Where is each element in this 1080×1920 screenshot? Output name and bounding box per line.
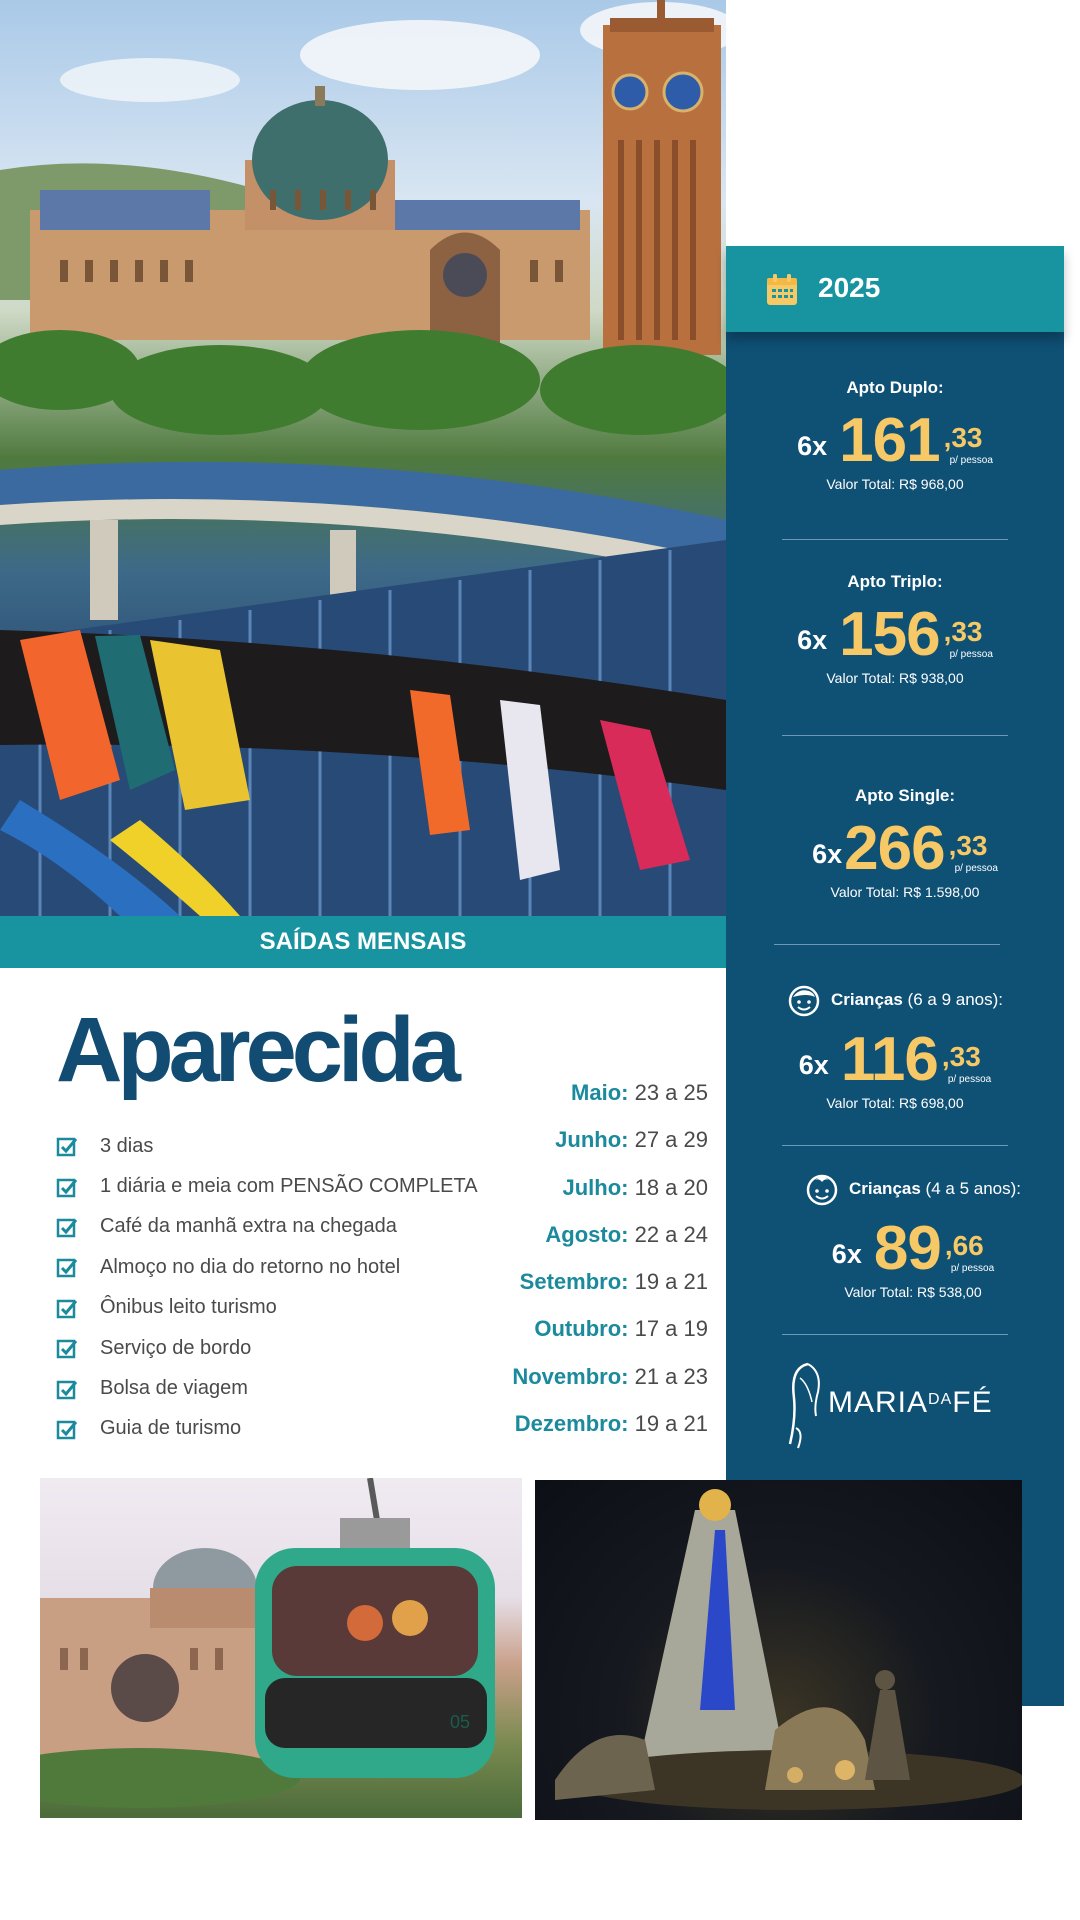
- date-row: Setembro: 19 a 21: [519, 1269, 708, 1295]
- checkbox-checked-icon: [56, 1135, 78, 1157]
- price-block-apto-single: [736, 786, 1074, 900]
- price-block-apto-duplo: [726, 378, 1064, 492]
- panel-divider: [782, 735, 1008, 736]
- logo-mark-icon: [786, 1358, 830, 1454]
- price-cents: ,33: [943, 616, 983, 647]
- price-label: Crianças (6 a 9 anos):: [726, 983, 1064, 1017]
- list-item: 1 diária e meia com PENSÃO COMPLETA: [56, 1166, 478, 1206]
- price-block-criancas-4-5: [744, 1172, 1080, 1300]
- price-label: Apto Triplo:: [847, 572, 943, 591]
- year-label: 2025: [818, 272, 881, 303]
- photo-cable-car: [40, 1478, 522, 1818]
- price-total: Valor Total: R$ 938,00: [826, 670, 964, 686]
- list-item: Café da manhã extra na chegada: [56, 1207, 478, 1247]
- installments: 6x: [812, 839, 843, 869]
- price-total: Valor Total: R$ 538,00: [844, 1284, 982, 1300]
- per-person: p/ pessoa: [949, 455, 993, 466]
- panel-divider: [782, 1334, 1008, 1335]
- date-row: Agosto: 22 a 24: [545, 1221, 708, 1247]
- basilica-illustration: [0, 0, 726, 916]
- price-total: Valor Total: R$ 698,00: [826, 1095, 964, 1111]
- price-row: [736, 814, 1074, 883]
- checkbox-checked-icon: [56, 1256, 78, 1278]
- panel-divider: [774, 944, 1000, 945]
- price-cents: ,33: [943, 422, 983, 453]
- panel-divider: [782, 1145, 1008, 1146]
- per-person: p/ pessoa: [954, 863, 998, 874]
- departure-dates: [512, 1080, 708, 1458]
- hero-photo-basilica: [0, 0, 726, 916]
- price-panel-header: [726, 246, 1064, 332]
- logo-text: $MARIA^{DA}FÉ$: [828, 1386, 993, 1419]
- checkbox-checked-icon: [56, 1378, 78, 1400]
- checkbox-checked-icon: [56, 1418, 78, 1440]
- night-monument-illustration: [535, 1480, 1022, 1820]
- list-item: 3 dias: [56, 1126, 478, 1166]
- date-row: Novembro: 21 a 23: [512, 1363, 708, 1389]
- list-item: Almoço no dia do retorno no hotel: [56, 1247, 478, 1287]
- price-integer: 156: [839, 600, 940, 669]
- child-face-icon: [787, 983, 821, 1017]
- price-integer: 89: [873, 1214, 941, 1283]
- price-label: Apto Single:: [854, 786, 956, 805]
- installments: 6x: [798, 1050, 829, 1080]
- monthly-departures-banner: SAÍDAS MENSAIS: [0, 916, 726, 968]
- panel-divider: [782, 539, 1008, 540]
- checkbox-checked-icon: [56, 1297, 78, 1319]
- per-person: p/ pessoa: [950, 1263, 995, 1274]
- price-row: [726, 1025, 1064, 1094]
- installments: 6x: [797, 431, 828, 461]
- list-item: Guia de turismo: [56, 1409, 478, 1449]
- child-face-icon: [805, 1172, 839, 1206]
- installments: 6x: [831, 1239, 862, 1269]
- price-label: Apto Duplo:: [846, 378, 944, 397]
- checkbox-checked-icon: [56, 1176, 78, 1198]
- price-row: [744, 1214, 1080, 1283]
- price-total: Valor Total: R$ 1.598,00: [830, 884, 980, 900]
- cable-car-illustration: [40, 1478, 522, 1818]
- per-person: p/ pessoa: [949, 649, 993, 660]
- calendar-icon: [764, 272, 800, 308]
- installments: 6x: [797, 625, 828, 655]
- price-integer: 116: [840, 1025, 938, 1094]
- price-cents: ,33: [941, 1041, 981, 1072]
- price-label: Crianças (4 a 5 anos):: [744, 1172, 1080, 1206]
- maria-da-fe-logo: [786, 1358, 1006, 1454]
- price-integer: 266: [844, 814, 945, 883]
- checkbox-checked-icon: [56, 1216, 78, 1238]
- feature-list: [56, 1126, 478, 1449]
- list-item: Serviço de bordo: [56, 1328, 478, 1368]
- per-person: p/ pessoa: [947, 1074, 992, 1085]
- price-block-criancas-6-9: [726, 983, 1064, 1111]
- price-block-apto-triplo: [726, 572, 1064, 686]
- list-item: Ônibus leito turismo: [56, 1288, 478, 1328]
- svg-text:05: 05: [450, 1712, 471, 1732]
- date-row: Julho: 18 a 20: [562, 1174, 708, 1200]
- price-row: [726, 600, 1064, 669]
- price-total: Valor Total: R$ 968,00: [826, 476, 964, 492]
- page-title: Aparecida: [56, 999, 456, 1101]
- date-row: Maio: 23 a 25: [571, 1080, 708, 1105]
- list-item: Bolsa de viagem: [56, 1368, 478, 1408]
- date-row: Junho: 27 a 29: [555, 1127, 708, 1153]
- date-row: Dezembro: 19 a 21: [514, 1411, 708, 1437]
- price-cents: ,33: [948, 830, 988, 861]
- price-row: [726, 406, 1064, 475]
- photo-night-monument: [535, 1480, 1022, 1820]
- date-row: Outubro: 17 a 19: [534, 1316, 708, 1342]
- price-integer: 161: [839, 406, 940, 475]
- price-cents: ,66: [944, 1230, 984, 1261]
- checkbox-checked-icon: [56, 1337, 78, 1359]
